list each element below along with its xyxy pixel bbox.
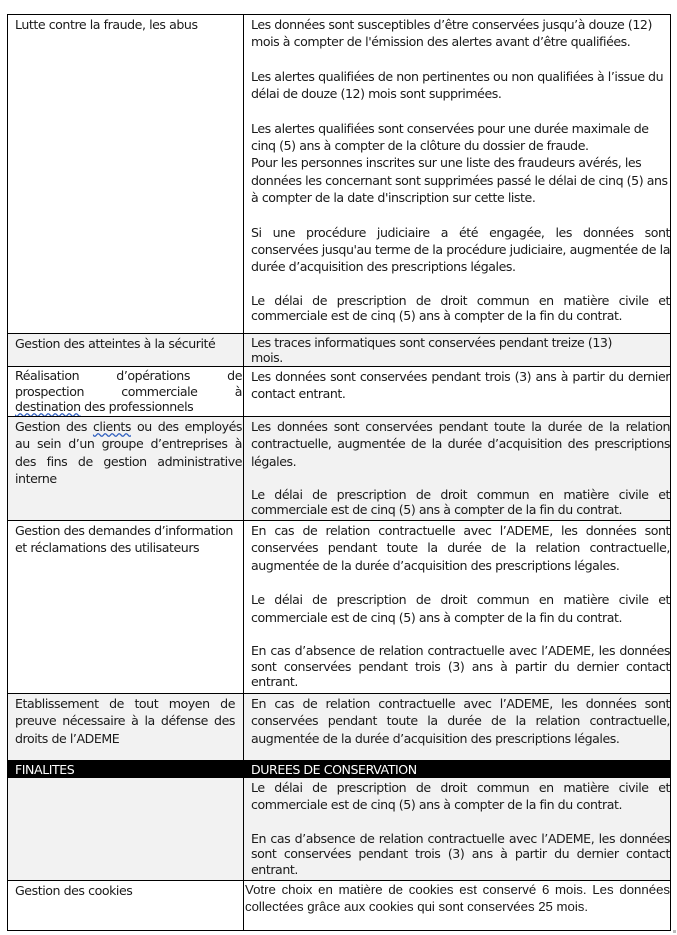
duration-cell [244,694,671,761]
purpose-cell: Gestion des atteintes à la sécurité [8,334,244,367]
duration-paragraph: Les données sont susceptibles d’être conservées jusqu’à douze (12) mois à compter de l'émission des alertes avant d’être qualifiées. [251,17,652,50]
spellcheck-underlined-word: destination [15,399,81,414]
retention-table [7,14,671,931]
duration-paragraph: Les traces informatiques sont conservées pendant treize (13) mois. [251,335,612,365]
duration-cell [244,778,671,881]
purpose-cell: Etablissement de tout moyen de preuve nécessaire à la défense des droits de l’ADEME [8,694,244,761]
duration-paragraph: Les données sont conservées pendant toute la durée de la relation contractuelle, augmentée de la durée d’acquisition des prescriptions légales. [251,419,670,469]
table-row [8,334,671,367]
table-row [8,417,671,521]
header-finalites: FINALITES [8,761,244,778]
table-row [8,694,671,761]
purpose-cell: Réalisation d’opérations de prospection commerciale à destination des professionnels [8,367,244,417]
duration-cell [244,367,671,417]
purpose-cell [8,778,244,881]
table-row [8,367,671,417]
table-header-row [8,761,671,778]
duration-paragraph: Le délai de prescription de droit commun en matière civile et commerciale est de cinq (5) ans à compter de la fin du contrat. [251,487,670,518]
duration-paragraph: Les alertes qualifiées de non pertinentes ou non qualifiées à l’issue du délai de douze (12) mois sont supprimées. [251,68,664,102]
spellcheck-underlined-word: clients [92,419,131,434]
header-durees: DUREES DE CONSERVATION [244,761,671,778]
page-corner-marker [673,930,676,933]
duration-cell [244,417,671,521]
table-row [8,778,671,881]
purpose-cell: Gestion des cookies [8,881,244,931]
duration-paragraph: Les alertes qualifiées sont conservées pour une durée maximale de cinq (5) ans à compter de la clôture du dossier de fraude. [251,120,649,154]
table-row [8,521,671,694]
table-row [8,15,671,334]
purpose-cell: Gestion des clients ou des employés au sein d’un groupe d’entreprises à des fins de gestion administrative interne [8,417,244,521]
duration-paragraph: Le délai de prescription de droit commun en matière civile et commerciale est de cinq (5) ans à compter de la fin du contrat. [251,292,670,323]
duration-paragraph: Les données sont conservées pendant trois (3) ans à partir du dernier contact entrant. [251,369,670,402]
duration-paragraph: Votre choix en matière de cookies est conservé 6 mois. Les données collectées grâce aux cookies qui sont conservées 25 mois. [245,882,670,914]
purpose-cell: Gestion des demandes d’information et réclamations des utilisateurs [8,521,244,694]
duration-cell [244,15,671,334]
duration-paragraph: En cas de relation contractuelle avec l’ADEME, les données sont conservées pendant toute la durée de la relation contractuelle, augmentée de la durée d’acquisition des prescriptions légales. [251,523,670,573]
table-row [8,881,671,931]
duration-paragraph: Le délai de prescription de droit commun en matière civile et commerciale est de cinq (5) ans à compter de la fin du contrat. [251,780,670,813]
duration-paragraph: Le délai de prescription de droit commun en matière civile et commerciale est de cinq (5) ans à compter de la fin du contrat. [251,592,670,625]
duration-paragraph: En cas d’absence de relation contractuelle avec l’ADEME, les données sont conservées pendant trois (3) ans à partir du dernier contact entrant. [251,643,670,690]
duration-cell [244,521,671,694]
duration-paragraph: En cas de relation contractuelle avec l’ADEME, les données sont conservées pendant toute la durée de la relation contractuelle, augmentée de la durée d’acquisition des prescriptions légales. [251,696,670,746]
purpose-cell: Lutte contre la fraude, les abus [8,15,244,334]
duration-cell [244,334,671,367]
duration-paragraph: En cas d’absence de relation contractuelle avec l’ADEME, les données sont conservées pendant trois (3) ans à partir du dernier contact entrant. [251,830,670,877]
duration-paragraph: Pour les personnes inscrites sur une liste des fraudeurs avérés, les données les concernant sont supprimées passé le délai de cinq (5) ans à compter de la date d'inscription sur cette liste. [251,155,668,206]
duration-cell [244,881,671,931]
duration-paragraph: Si une procédure judiciaire a été engagée, les données sont conservées jusqu'au terme de la procédure judiciaire, augmentée de la durée d’acquisition des prescriptions légales. [251,224,670,275]
